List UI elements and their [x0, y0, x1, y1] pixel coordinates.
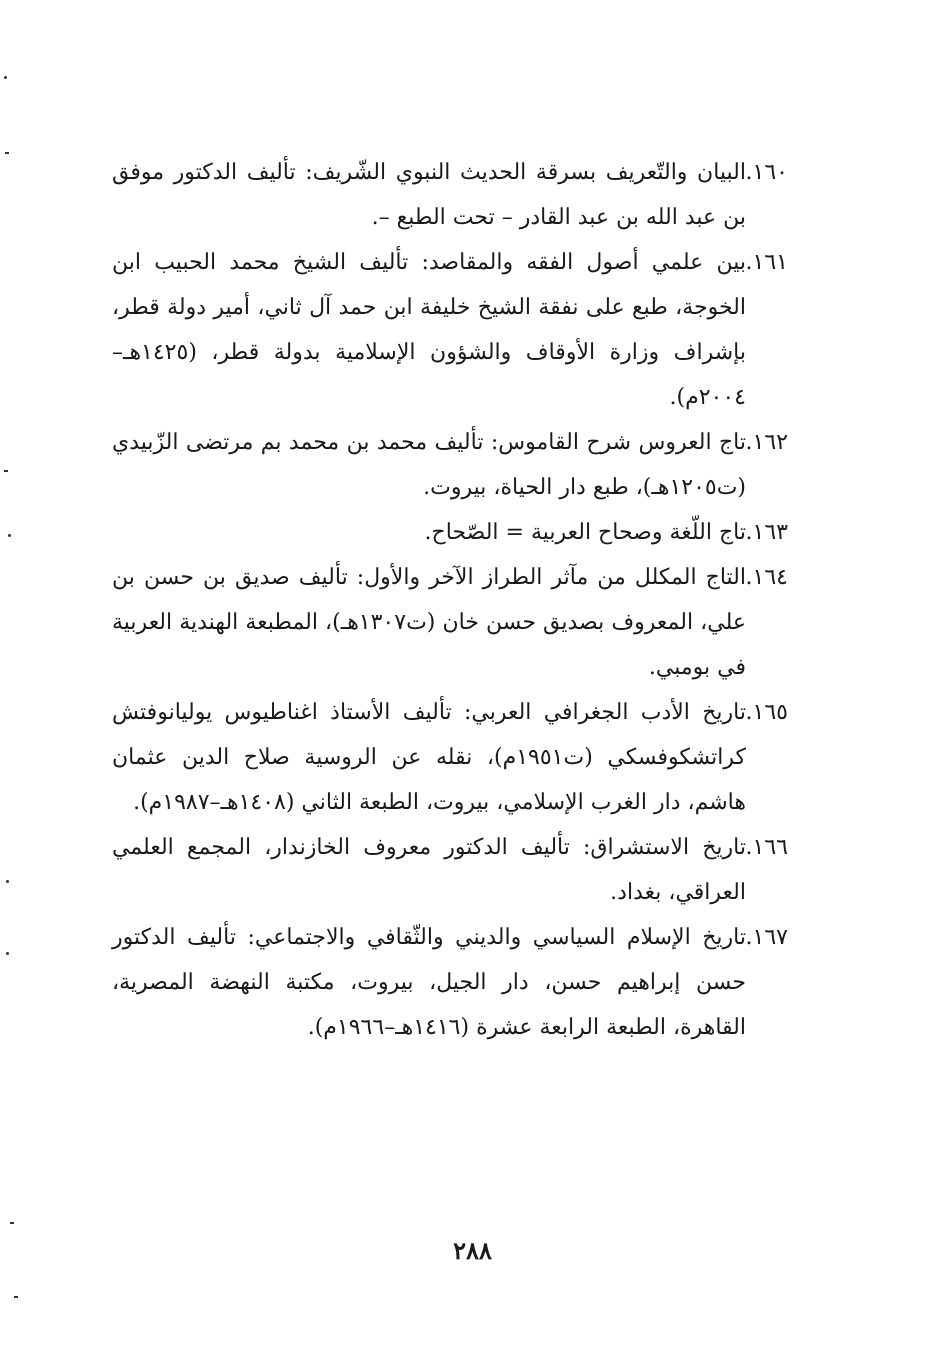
bibliography-entry	[112, 915, 788, 1050]
scan-mark	[8, 534, 11, 537]
entry-number: ١٦٦.	[745, 835, 788, 860]
bibliography-entry	[112, 825, 788, 915]
bibliography-entry	[112, 690, 788, 825]
scan-mark	[6, 880, 9, 883]
entry-text: تاج العروس شرح القاموس: تأليف محمد بن محمد بم مرتضى الزّبيدي (ت١٢٠٥هـ)، طبع دار الحياة، بيروت.	[112, 430, 746, 500]
scan-mark	[5, 152, 9, 154]
entry-number: ١٦٤.	[745, 565, 788, 590]
bibliography-entry	[112, 240, 788, 420]
scan-mark	[4, 76, 7, 79]
bibliography-entry	[112, 150, 788, 240]
entry-text: تاريخ الاستشراق: تأليف الدكتور معروف الخازندار، المجمع العلمي العراقي، بغداد.	[112, 835, 746, 905]
entry-text: بين علمي أصول الفقه والمقاصد: تأليف الشيخ محمد الحبيب ابن الخوجة، طبع على نفقة الشيخ خليفة ابن حمد آل ثاني، أمير دولة قطر، بإشراف وزارة الأوقاف والشؤون الإسلامية بدولة قطر، (١٤٢٥هـ–٢٠٠٤م).	[112, 250, 746, 410]
entry-text: التاج المكلل من مآثر الطراز الآخر والأول: تأليف صديق بن حسن بن علي، المعروف بصديق حسن خان (ت١٣٠٧هـ)، المطبعة الهندية العربية في بومبي.	[112, 565, 746, 680]
entry-number: ١٦٠.	[745, 160, 788, 185]
entry-text: تاريخ الإسلام السياسي والديني والثّقافي والاجتماعي: تأليف الدكتور حسن إبراهيم حسن، دار الجيل، بيروت، مكتبة النهضة المصرية، القاهرة، الطبعة الرابعة عشرة (١٤١٦هـ–١٩٦٦م).	[112, 925, 746, 1040]
bibliography-entry	[112, 510, 788, 555]
entry-number: ١٦١.	[745, 250, 788, 275]
scan-mark	[10, 1222, 14, 1224]
entry-number: ١٦٣.	[745, 520, 788, 545]
scan-mark	[4, 470, 8, 472]
bibliography-list	[112, 150, 788, 1050]
entry-text: تاريخ الأدب الجغرافي العربي: تأليف الأستاذ اغناطيوس يوليانوفتش كراتشكوفسكي (ت١٩٥١م)، نقله عن الروسية صلاح الدين عثمان هاشم، دار الغرب الإسلامي، بيروت، الطبعة الثاني (١٤٠٨هـ–١٩٨٧م).	[112, 700, 747, 815]
entry-number: ١٦٢.	[745, 430, 788, 455]
page-number: ٢٨٨	[453, 1236, 492, 1265]
scan-mark	[6, 952, 9, 955]
scan-mark	[14, 1296, 18, 1298]
entry-number: ١٦٧.	[745, 925, 788, 950]
entry-text: تاج اللّغة وصحاح العربية = الصّحاح.	[424, 520, 746, 545]
entry-text: البيان والتّعريف بسرقة الحديث النبوي الشّريف: تأليف الدكتور موفق بن عبد الله بن عبد القادر – تحت الطبع –.	[112, 160, 746, 230]
bibliography-entry	[112, 555, 788, 690]
bibliography-entry	[112, 420, 788, 510]
entry-number: ١٦٥.	[745, 700, 788, 725]
